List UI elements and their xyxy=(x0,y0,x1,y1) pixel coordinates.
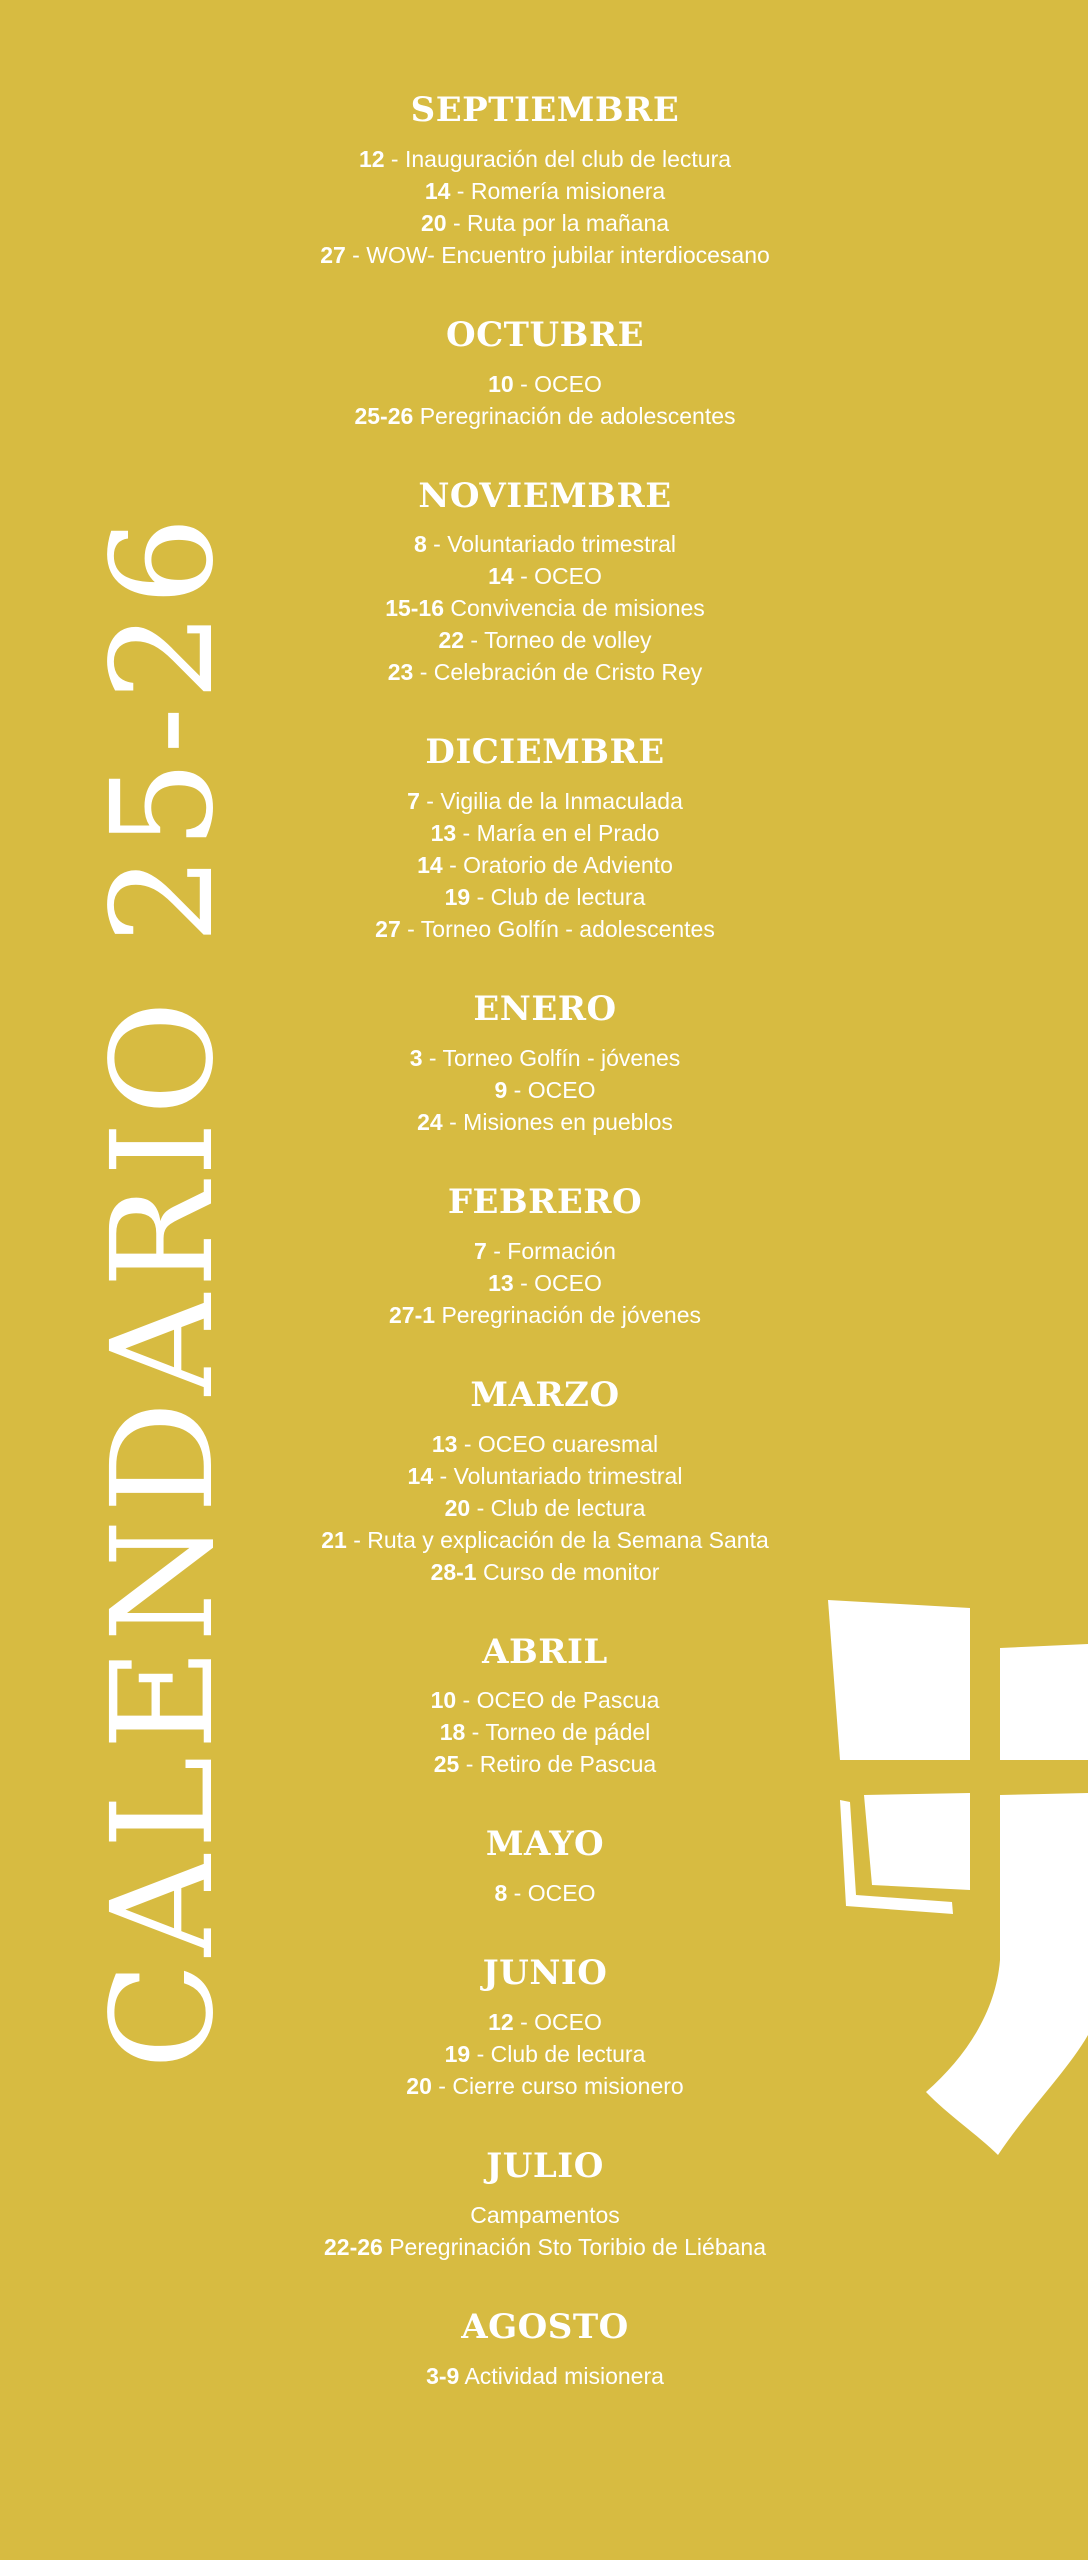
month-section xyxy=(250,1632,840,1781)
event-description: Voluntariado trimestral xyxy=(447,531,677,558)
event-date: 3-9 xyxy=(426,2362,460,2389)
event-item xyxy=(250,1428,840,1460)
event-item xyxy=(250,592,840,624)
event-separator: - xyxy=(457,1430,478,1457)
month-heading: MAYO xyxy=(485,1824,605,1865)
event-description: Actividad misionera xyxy=(464,2362,664,2389)
month-section xyxy=(250,2146,840,2263)
event-item xyxy=(250,1524,840,1556)
event-item xyxy=(250,817,840,849)
event-date: 13 xyxy=(430,820,457,847)
event-description: OCEO xyxy=(527,1076,596,1103)
event-description: OCEO de Pascua xyxy=(476,1687,660,1714)
event-date: 8 xyxy=(494,1880,508,1907)
event-date: 25-26 xyxy=(354,402,414,429)
event-description: OCEO cuaresmal xyxy=(477,1430,659,1457)
event-item xyxy=(250,1460,840,1492)
event-date: 7 xyxy=(407,788,420,815)
event-description: Convivencia de misiones xyxy=(450,595,705,622)
event-date: 14 xyxy=(488,563,514,590)
event-date: 20 xyxy=(406,2072,432,2099)
event-date: 24 xyxy=(417,1108,443,1135)
event-date: 13 xyxy=(431,1430,458,1457)
event-date: 27 xyxy=(375,916,401,943)
month-heading: SEPTIEMBRE xyxy=(410,90,680,130)
month-heading: NOVIEMBRE xyxy=(418,475,672,516)
event-separator: - xyxy=(470,2040,491,2067)
event-description: Torneo Golfín - jóvenes xyxy=(442,1044,681,1071)
event-item xyxy=(250,560,840,592)
event-item xyxy=(250,881,840,913)
event-date: 14 xyxy=(407,1462,434,1489)
event-date: 23 xyxy=(387,659,414,686)
event-item xyxy=(250,368,840,400)
event-date: 9 xyxy=(494,1076,508,1103)
event-separator: - xyxy=(446,209,468,236)
event-description: Campamentos xyxy=(470,2201,620,2228)
event-item xyxy=(250,2038,840,2070)
event-separator: - xyxy=(513,370,535,397)
event-description: Voluntariado trimestral xyxy=(453,1462,683,1489)
event-date: 10 xyxy=(488,370,514,397)
event-description: Torneo de volley xyxy=(484,627,652,654)
event-description: Torneo Golfín - adolescentes xyxy=(420,916,715,943)
event-separator: - xyxy=(456,820,477,847)
month-section xyxy=(250,476,840,689)
month-heading: FEBRERO xyxy=(447,1181,643,1222)
event-date: 27-1 xyxy=(389,1301,436,1328)
event-separator: - xyxy=(384,145,405,172)
event-description: Inauguración del club de lectura xyxy=(404,145,732,172)
event-description: Peregrinación de jóvenes xyxy=(441,1301,701,1328)
event-description: Peregrinación Sto Toribio de Liébana xyxy=(389,2233,766,2260)
month-heading: MARZO xyxy=(470,1374,620,1415)
event-item xyxy=(250,1299,840,1331)
month-section xyxy=(250,732,840,945)
event-item xyxy=(250,2070,840,2102)
month-heading: OCTUBRE xyxy=(445,314,645,355)
month-section xyxy=(250,2307,840,2392)
event-item xyxy=(250,1267,840,1299)
event-separator: - xyxy=(459,1751,480,1778)
event-description: Celebración de Cristo Rey xyxy=(433,659,703,686)
event-description: Ruta y explicación de la Semana Santa xyxy=(367,1526,769,1553)
event-item xyxy=(250,2006,840,2038)
event-item xyxy=(250,1074,840,1106)
event-separator: - xyxy=(513,1269,535,1296)
event-item xyxy=(250,207,840,239)
event-description: Vigilia de la Inmaculada xyxy=(440,788,683,815)
event-separator: - xyxy=(442,852,464,879)
event-item xyxy=(250,1748,840,1780)
month-heading: ABRIL xyxy=(482,1631,608,1672)
event-date: 12 xyxy=(488,2008,514,2035)
event-description: OCEO xyxy=(534,2008,602,2035)
event-date: 28-1 xyxy=(430,1558,477,1585)
event-separator: - xyxy=(456,1687,477,1714)
event-separator: - xyxy=(419,788,441,815)
event-separator: - xyxy=(470,884,491,911)
event-description: Curso de monitor xyxy=(483,1558,660,1585)
event-description: Club de lectura xyxy=(490,2040,646,2067)
event-description: Peregrinación de adolescentes xyxy=(419,402,736,429)
cross-window-logo-icon xyxy=(828,1590,1088,2170)
month-heading: JUNIO xyxy=(482,1953,608,1994)
event-separator: - xyxy=(513,2008,535,2035)
event-item xyxy=(250,1042,840,1074)
event-separator: - xyxy=(413,659,434,686)
event-description: Cierre curso misionero xyxy=(452,2072,684,2099)
month-section xyxy=(250,1182,840,1331)
event-description: OCEO xyxy=(534,563,602,590)
event-date: 13 xyxy=(488,1269,514,1296)
event-separator: - xyxy=(433,1462,454,1489)
event-separator: - xyxy=(507,1880,528,1907)
event-item xyxy=(250,1235,840,1267)
event-date: 21 xyxy=(321,1526,347,1553)
event-description: OCEO xyxy=(527,1880,596,1907)
event-separator: - xyxy=(507,1076,528,1103)
event-date: 19 xyxy=(444,2040,471,2067)
event-description: Formación xyxy=(507,1237,616,1264)
event-description: Retiro de Pascua xyxy=(479,1751,657,1778)
event-item xyxy=(250,656,840,688)
event-description: María en el Prado xyxy=(476,820,660,847)
event-description: Misiones en pueblos xyxy=(463,1108,673,1135)
event-date: 18 xyxy=(439,1719,466,1746)
event-date: 3 xyxy=(409,1044,423,1071)
page-title: CALENDARIO 25-26 xyxy=(82,510,245,2070)
event-date: 10 xyxy=(430,1687,457,1714)
event-description: Torneo de pádel xyxy=(485,1719,651,1746)
event-separator: - xyxy=(442,1108,464,1135)
event-separator: - xyxy=(400,916,421,943)
event-description: Club de lectura xyxy=(490,884,646,911)
event-item xyxy=(250,2231,840,2263)
event-separator: - xyxy=(465,1719,486,1746)
event-date: 7 xyxy=(474,1237,487,1264)
event-date: 14 xyxy=(417,852,443,879)
event-item xyxy=(250,528,840,560)
event-date: 15-16 xyxy=(385,595,445,622)
event-item xyxy=(250,175,840,207)
event-separator: - xyxy=(470,1494,491,1521)
event-date: 22 xyxy=(438,627,465,654)
event-date: 14 xyxy=(424,177,451,204)
event-item xyxy=(250,1106,840,1138)
event-description: OCEO xyxy=(534,370,602,397)
event-date: 19 xyxy=(444,884,471,911)
event-description: Romería misionera xyxy=(470,177,666,204)
event-item xyxy=(250,849,840,881)
event-item xyxy=(250,1556,840,1588)
event-description: Club de lectura xyxy=(490,1494,646,1521)
event-item xyxy=(250,624,840,656)
calendar-list xyxy=(250,90,840,2436)
event-separator: - xyxy=(346,1526,368,1553)
month-heading: JULIO xyxy=(486,2145,604,2186)
event-separator: - xyxy=(426,531,448,558)
event-item xyxy=(250,400,840,432)
month-heading: DICIEMBRE xyxy=(425,732,665,773)
event-date: 22-26 xyxy=(323,2233,383,2260)
event-date: 27 xyxy=(320,241,346,268)
event-description: OCEO xyxy=(534,1269,602,1296)
event-item xyxy=(250,785,840,817)
event-separator: - xyxy=(486,1237,508,1264)
event-item xyxy=(250,1877,840,1909)
event-description: Oratorio de Adviento xyxy=(463,852,673,879)
month-section xyxy=(250,1953,840,2102)
month-heading: AGOSTO xyxy=(461,2306,629,2347)
event-separator: - xyxy=(431,2072,453,2099)
event-date: 20 xyxy=(444,1494,471,1521)
month-section xyxy=(250,1824,840,1909)
month-section xyxy=(250,90,840,271)
event-separator: - xyxy=(422,1044,443,1071)
event-item xyxy=(250,1716,840,1748)
month-section xyxy=(250,1375,840,1588)
month-section xyxy=(250,989,840,1138)
event-date: 25 xyxy=(433,1751,460,1778)
event-item xyxy=(250,913,840,945)
event-date: 20 xyxy=(420,209,447,236)
event-item xyxy=(250,239,840,271)
event-separator: - xyxy=(450,177,471,204)
event-separator: - xyxy=(464,627,485,654)
event-item xyxy=(250,1492,840,1524)
event-separator: - xyxy=(513,563,535,590)
month-section xyxy=(250,315,840,432)
event-item xyxy=(250,2360,840,2392)
event-date: 12 xyxy=(358,145,385,172)
event-description: Ruta por la mañana xyxy=(467,209,670,236)
event-separator: - xyxy=(345,241,367,268)
month-heading: ENERO xyxy=(473,989,617,1030)
event-description: WOW- Encuentro jubilar interdiocesano xyxy=(366,241,770,268)
event-item xyxy=(250,2199,840,2231)
event-date: 8 xyxy=(413,531,427,558)
event-item xyxy=(250,143,840,175)
event-item xyxy=(250,1684,840,1716)
